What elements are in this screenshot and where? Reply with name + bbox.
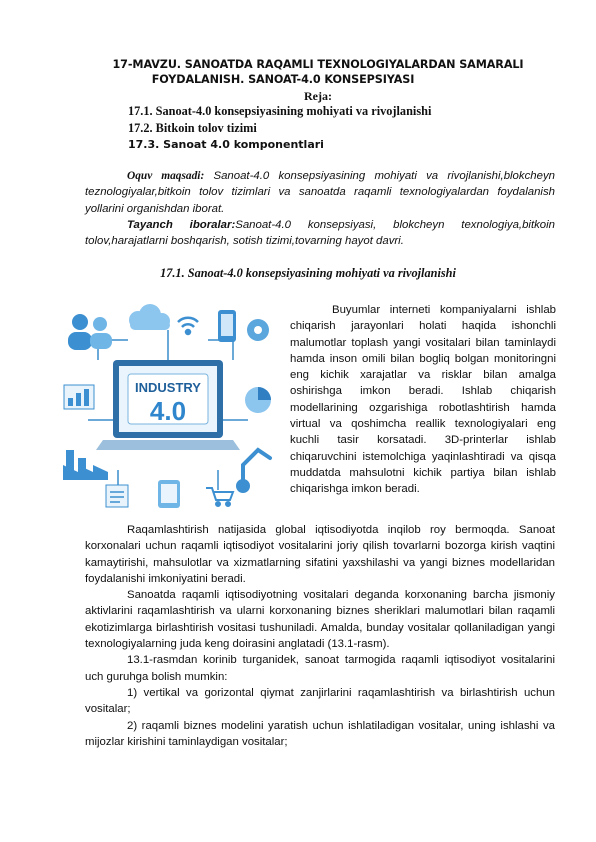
people-icon [68,314,112,350]
cloud-icon [129,304,170,330]
chart-icon [64,385,94,409]
pie-chart-icon [245,387,271,413]
keywords-text: Sanoat-4.0 konsepsiyasi, blokcheyn texnologiya,bitkoin tolov,harajatlarni boshqarish, sotish tizimi,tovarning hayot davri. [85,219,556,248]
keywords-label: Tayanch iboralar: [127,219,236,231]
iot-side-paragraph [290,302,556,498]
body-paragraph-1: Raqamlashtirish natijasida global iqtisodiyotda inqilob roy bermoqda. Sanoat korxonalari uchun raqamli iqtisodiyot vositalarini joriy qilish tovarlarni bozorga kirish vaqtini kamaytirishi, mahsulotlar va xizmatlarning sifatini yaxshilashi va yangi biznes modellaridan foydalanishi imkoniyatini beradi. [85,524,555,585]
industry-badge-text: INDUSTRY [135,380,201,395]
plan-item-3: 17.3. Sanoat 4.0 komponentlari [128,138,324,151]
topic-title-line1: 17-MAVZU. SANOATDA RAQAMLI TEXNOLOGIYALARDAN SAMARALI [112,58,524,71]
iot-side-text: Buyumlar interneti kompaniyalarni ishlab chiqarish jarayonlari holati haqida ishonchli malumotlar toplash yangi vositalari bilan taminlaydi hamda inson omili bilan bogliq bolgan monitoringni eng kichik xarajatlar va risklar bilan amalga oshirishga imkon beradi. Ishlab chiqarish modellarining ozgarishiga robotlashtirish hamda virtual va qoshimcha reallik texnologiyalari eng kuchli tasir korsatadi. 3D-printerlar ishlab chiqaruvchini istemolchiga yaqinlashtiradi va qisqa muddatda mahsulotni kichik partiya bilan ishlab chiqarishga imkon beradi. [290,304,556,496]
keywords-paragraph [85,217,555,250]
cart-icon [206,488,233,506]
industry-badge-version: 4.0 [149,396,187,426]
phone-icon [218,310,236,342]
topic-title-line2: FOYDALANISH. SANOAT-4.0 KONSEPSIYASI [151,73,415,86]
body-list-item-1: 1) vertikal va gorizontal qiymat zanjirlarini raqamlashtirish va birlashtirish uchun vositalar; [85,686,555,716]
industry-4-illustration [58,300,278,510]
laptop-icon [96,360,240,450]
document-icon [106,485,128,507]
section-heading: 17.1. Sanoat-4.0 konsepsiyasining mohiyati va rivojlanishi [160,266,456,280]
body-text [85,522,555,750]
gear-icon [247,319,269,341]
robot-arm-icon [238,450,270,491]
plan-item-1: 17.1. Sanoat-4.0 konsepsiyasining mohiyati va rivojlanishi [128,104,432,118]
body-paragraph-2: Sanoatda raqamli iqtisodiyotning vositalari deganda korxonaning barcha jismoniy aktivlarini raqamlashtirish va ularni korxonaning biznes sheriklari malumotlari bilan raqamli ekotizimlarga birlashtirish vositasi tushuniladi. Amalda, bunday vositalar qollaniladigan yangi texnologiyalarning juda keng doirasini anglatadi (13.1-rasm). [85,589,555,651]
factory-icon [63,450,108,480]
wifi-icon [178,318,198,334]
plan-item-2: 17.2. Bitkoin tolov tizimi [128,121,257,135]
learning-goal-paragraph [85,168,555,217]
plan-heading: Reja: [304,89,332,103]
goal-label: Oquv maqsadi: [127,170,205,182]
tablet-icon [158,480,180,508]
body-list-item-2: 2) raqamli biznes modelini yaratish uchun ishlatiladigan vositalar, uning ishlashi va mijozlar kirishini taminlaydigan vositalar; [85,719,555,748]
body-paragraph-3: 13.1-rasmdan korinib turganidek, sanoat tarmogida raqamli iqtisodiyot vositalarini uch guruhga bolish mumkin: [85,654,555,683]
goal-text: Sanoat-4.0 konsepsiyasining mohiyati va rivojlanishi,blokcheyn teznologiyalar,bitkoin tolov tizimlari va sanoatda raqamli texnologiyalardan foydalanish yollarini organishdan iborat. [85,170,555,215]
